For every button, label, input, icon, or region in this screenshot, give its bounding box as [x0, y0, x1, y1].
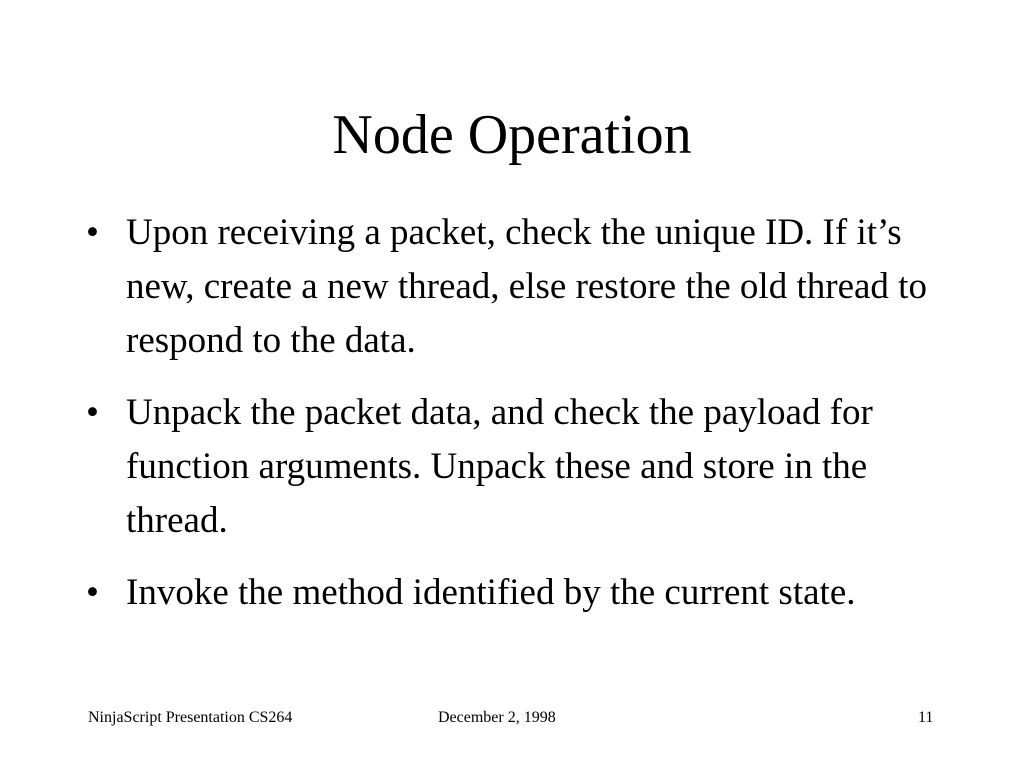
bullet-item [86, 566, 946, 620]
bullet-item [86, 386, 946, 548]
bullet-text: Upon receiving a packet, check the unique ID. If it’s new, create a new thread, else restore the old thread to respond to the data. [126, 212, 927, 361]
bullet-item [86, 206, 946, 368]
bullet-text: Invoke the method identified by the current state. [126, 572, 856, 613]
bullet-list [86, 206, 946, 638]
bullet-icon: • [86, 212, 99, 253]
bullet-icon: • [86, 392, 99, 433]
slide-title: Node Operation [332, 104, 692, 166]
footer-date: December 2, 1998 [438, 709, 556, 726]
footer-presentation-name: NinjaScript Presentation CS264 [88, 709, 293, 726]
bullet-text: Unpack the packet data, and check the payload for function arguments. Unpack these and store in the thread. [126, 392, 873, 541]
footer-page-number: 11 [918, 709, 934, 726]
bullet-icon: • [86, 572, 99, 613]
